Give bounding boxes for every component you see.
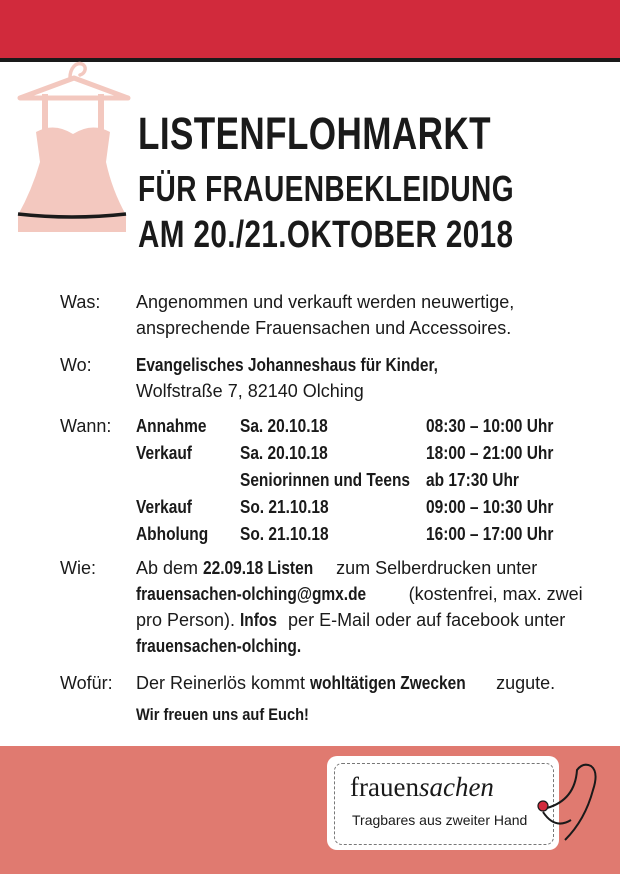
wofuer-label: Wofür: (60, 673, 113, 693)
text: per E-Mail oder auf facebook unter (283, 610, 566, 630)
schedule-date: So. 21.10.18 (240, 497, 329, 517)
schedule-note: Seniorinnen und Teens (240, 470, 411, 490)
schedule-time: 18:00 – 21:00 Uhr (426, 443, 554, 463)
closing-line: Wir freuen uns auf Euch! (136, 705, 309, 724)
email-address: frauensachen-olching@gmx.de (136, 584, 367, 604)
wo-line-1 (136, 355, 487, 376)
headline-date: AM 20./21.OKTOBER 2018 (138, 214, 514, 256)
text: zum Selberdrucken unter (331, 558, 538, 578)
brand-tagline: Tragbares aus zweiter Hand (352, 812, 528, 828)
headline-subtitle: FÜR FRAUENBEKLEIDUNG (138, 168, 514, 209)
wie-line-1 (136, 558, 537, 579)
schedule-event: Abholung (136, 524, 209, 544)
schedule-time: 08:30 – 10:00 Uhr (426, 416, 554, 436)
text: pro Person). (136, 610, 241, 630)
schedule-event: Verkauf (136, 497, 192, 517)
was-line-1: Angenommen und verkauft werden neuwertige, (136, 292, 515, 312)
wie-line-2 (136, 584, 583, 605)
brand-part-1: frauen (350, 772, 419, 802)
venue-name: Evangelisches Johanneshaus für Kinder, (136, 355, 438, 375)
schedule-time: 09:00 – 10:30 Uhr (426, 497, 554, 517)
headline-title: LISTENFLOHMARKT (138, 108, 491, 159)
wofuer-line-1 (136, 673, 555, 694)
text: zugute. (491, 673, 556, 693)
wo-line-2: Wolfstraße 7, 82140 Olching (136, 381, 364, 401)
wann-label: Wann: (60, 416, 112, 436)
charity-highlight: wohltätigen Zwecken (310, 673, 466, 693)
schedule-date: Sa. 20.10.18 (240, 416, 328, 436)
was-line-2: ansprechende Frauensachen und Accessoires. (136, 318, 512, 338)
was-label: Was: (60, 292, 101, 312)
list-date-highlight: 22.09.18 Listen (203, 558, 314, 578)
infos-highlight: Infos (240, 610, 278, 630)
brand-logo-text (350, 772, 494, 803)
dress-on-hanger-icon (14, 50, 132, 250)
schedule-event: Verkauf (136, 443, 192, 463)
facebook-page: frauensachen-olching. (136, 636, 302, 656)
text: (kostenfrei, max. zwei (403, 584, 583, 604)
wie-label: Wie: (60, 558, 96, 578)
wofuer-line-2 (136, 704, 337, 725)
schedule-date: Sa. 20.10.18 (240, 443, 328, 463)
schedule-time: 16:00 – 17:00 Uhr (426, 524, 554, 544)
schedule-time: ab 17:30 Uhr (426, 470, 519, 490)
text: Ab dem (136, 558, 204, 578)
tag-string-icon (535, 760, 605, 850)
wo-label: Wo: (60, 355, 92, 375)
schedule-date: So. 21.10.18 (240, 524, 329, 544)
text: Der Reinerlös kommt (136, 673, 311, 693)
schedule-event: Annahme (136, 416, 207, 436)
wie-line-3 (136, 610, 565, 631)
brand-part-2: sachen (418, 772, 494, 802)
wie-line-4 (136, 636, 328, 657)
